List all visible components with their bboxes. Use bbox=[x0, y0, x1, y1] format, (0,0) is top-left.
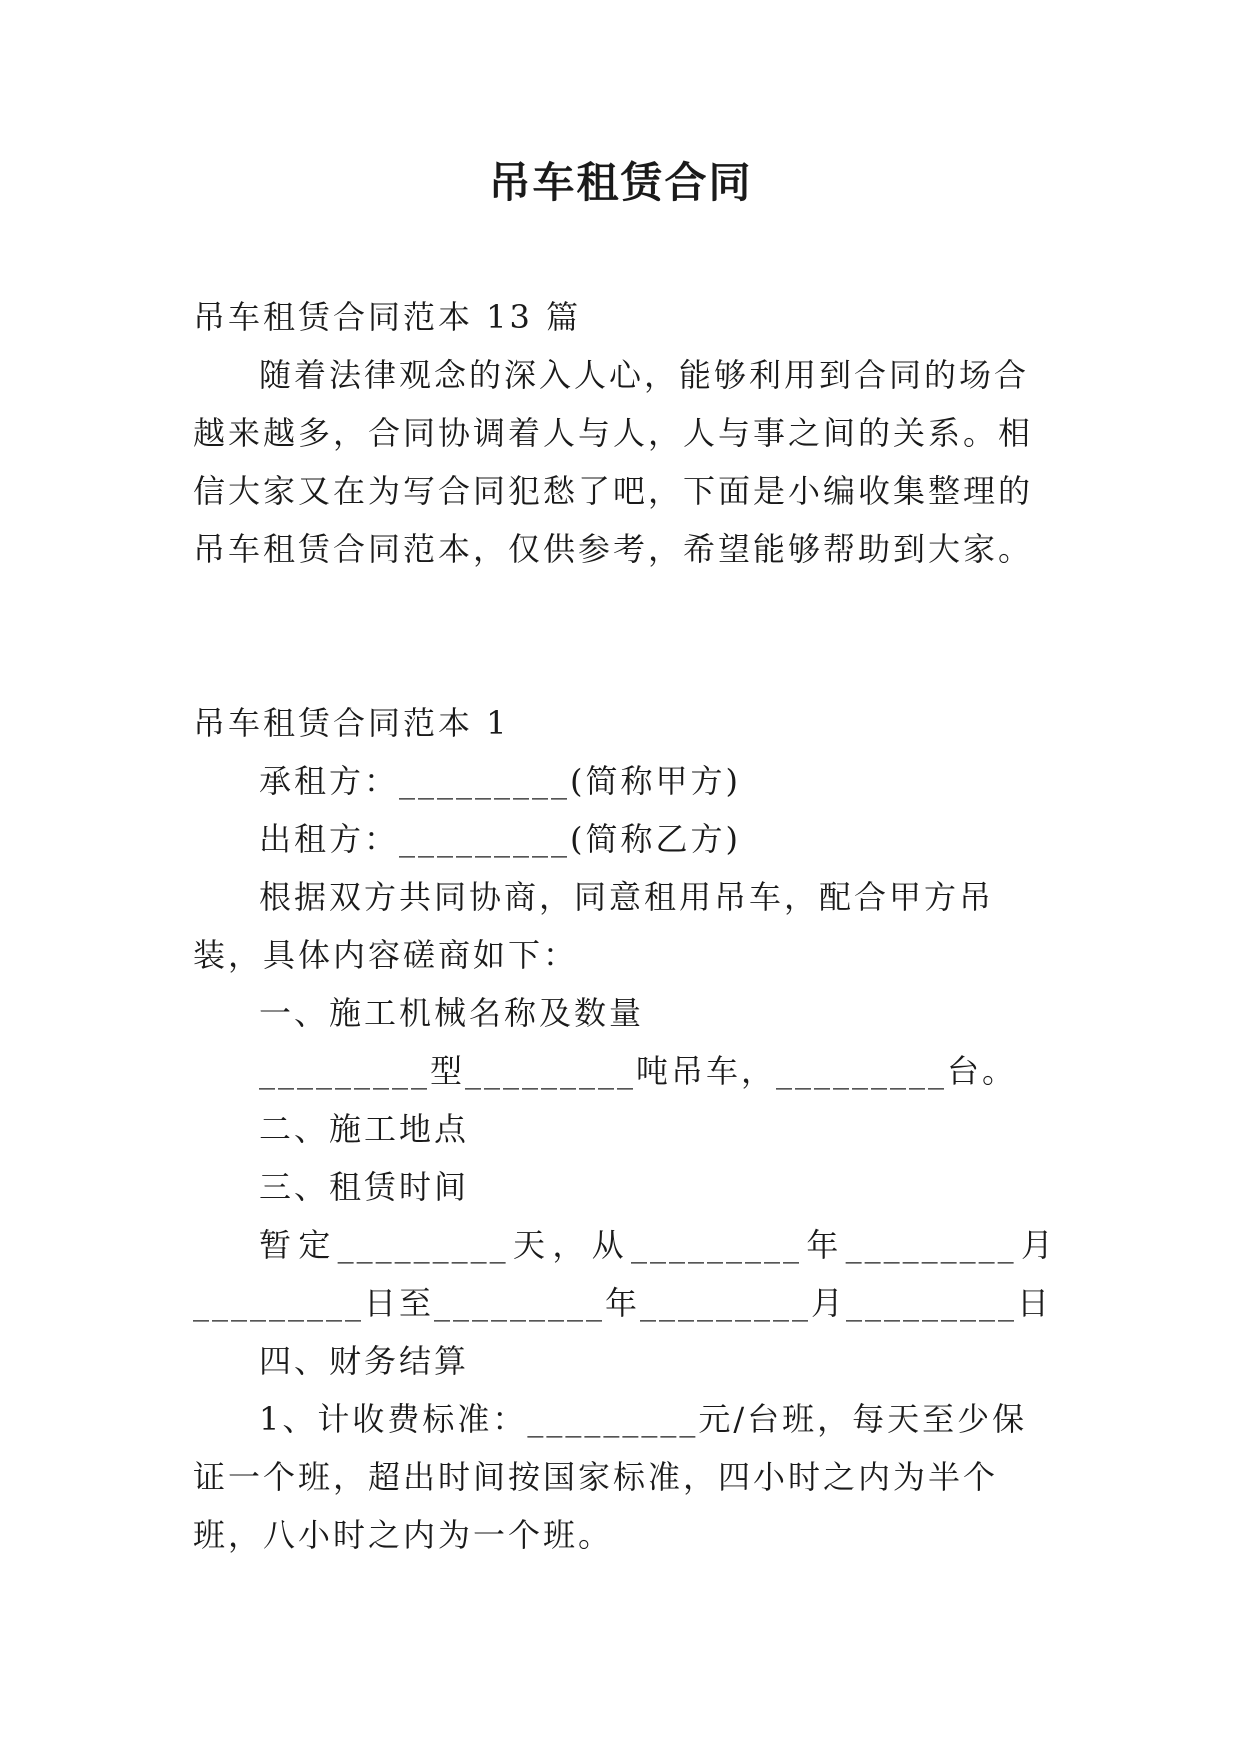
section-spacer bbox=[193, 578, 1056, 694]
intro-paragraph: 随着法律观念的深入人心，能够利用到合同的场合越来越多，合同协调着人与人，人与事之间的关系。相信大家又在为写合同犯愁了吧，下面是小编收集整理的吊车租赁合同范本，仅供参考，希望能够帮助到大家。 bbox=[193, 356, 1034, 568]
lessee-line: 承租方：_________(简称甲方) bbox=[259, 762, 741, 800]
section3-line1: 暂定_________天，从_________年_________月 bbox=[259, 1226, 1056, 1264]
section1-title: 一、施工机械名称及数量 bbox=[259, 994, 645, 1032]
lessor-line: 出租方：_________(简称乙方) bbox=[259, 820, 741, 858]
section1-body: _________型_________吨吊车，_________台。 bbox=[259, 1052, 1018, 1090]
document-title: 吊车租赁合同 bbox=[488, 158, 753, 207]
section3-title: 三、租赁时间 bbox=[259, 1168, 470, 1206]
document-subtitle: 吊车租赁合同范本 13 篇 bbox=[193, 298, 582, 336]
sample-heading: 吊车租赁合同范本 1 bbox=[193, 704, 510, 742]
section4-title: 四、财务结算 bbox=[259, 1342, 470, 1380]
preamble-paragraph: 根据双方共同协商，同意租用吊车，配合甲方吊装，具体内容磋商如下： bbox=[193, 878, 995, 974]
section4-item1: 1、计收费标准：_________元/台班，每天至少保证一个班，超出时间按国家标准，四小时之内为半个班，八小时之内为一个班。 bbox=[193, 1400, 1028, 1554]
document-body bbox=[193, 288, 1056, 1564]
section2-title: 二、施工地点 bbox=[259, 1110, 470, 1148]
section3-line2: _________日至_________年_________月_________日 bbox=[193, 1284, 1053, 1322]
